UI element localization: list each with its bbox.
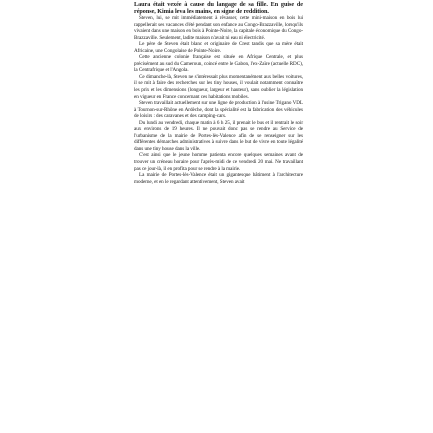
- body-paragraph: Le père de Steven était blanc et originaire de Crest tandis que sa mère était Africaine, une Congolaise de Pointe-Noire.: [134, 41, 303, 54]
- body-paragraph: Steven travaillait actuellement sur une ligne de production à l'usine Trigano VDL à Tournon-sur-Rhône en Ardèche, dont la spécialité est la fabrication des véhicules de loisirs : des caravanes et des camping-cars.: [134, 100, 303, 120]
- body-paragraph: Steven, lui, se mit immédiatement à rêvasser, cette mini-maison en bois lui rappellerait ses vacances d'été pendant son enfance au Congo-Brazzaville, lorsqu'ils vivaient dans une maison en bois à Pointe-Noire, la capitale économique du Congo-Brazzaville. Seulement, ladite maison n'avait ni eau ni électricité.: [134, 15, 303, 41]
- intro-paragraph: Laura était vexée à cause du langage de sa fille. En guise de réponse, Kimia leva les mains, en signe de reddition.: [134, 1, 303, 15]
- body-paragraph: Ce dimanche-là, Steven ne s'intéressait plus momentanément aux belles voitures, il se mit à faire des recherches sur les tiny houses, il voulait notamment connaître les prix et les dimensions (longueur, largeur et hauteur), sans oublier la législation en vigueur en France concernant ces habitations mobiles.: [134, 73, 303, 100]
- body-paragraph: C'est ainsi que le jeune homme patienta encore quelques semaines avant de trouver un créneau horaire pour l'après-midi de ce vendredi 20 mai. Ne travaillant pas ce jour-là, il en profita pour se rendre à la mairie.: [134, 152, 303, 172]
- body-paragraph: Cette ancienne colonie française est située en Afrique Centrale, et plus précisément au sud du Cameroun, coincé entre le Gabon, l'ex-Zaïre (actuelle RDC), la Centrafrique et l'Angola.: [134, 54, 303, 74]
- article-column: [134, 1, 303, 185]
- body-paragraph: Du lundi au vendredi, chaque matin à 6 h 25, il prenait le bus et il rentrait le soir aux environs de 19 heures. Il ne pouvait donc pas se rendre au Service de l'urbanisme de la mairie de Portes-lès-Valence afin de se renseigner sur les différentes démarches administratives à suivre dans le but de vivre en toute légalité dans une tiny house dans la ville.: [134, 119, 303, 152]
- body-paragraph: La mairie de Portes-lès-Valence était un gigantesque bâtiment à l'architecture moderne, et en le regardant attentivement, Steven avait: [134, 172, 303, 185]
